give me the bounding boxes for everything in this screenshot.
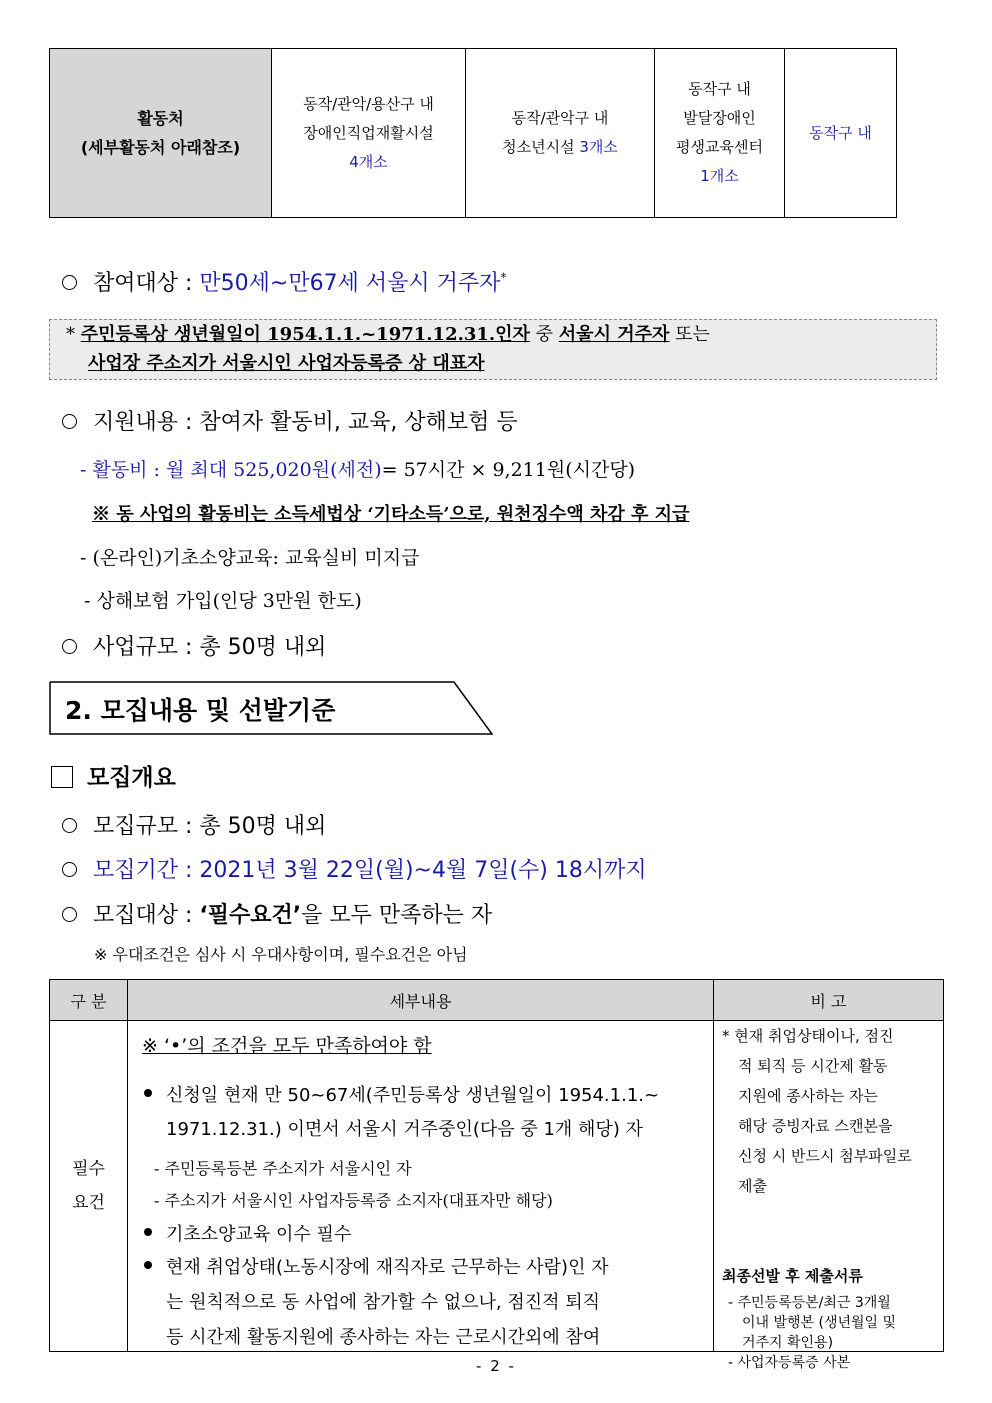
activity-cell-3-line3: 평생교육센터 — [676, 138, 763, 156]
final-doc-business-reg: - 사업자등록증 사본 — [728, 1355, 851, 1371]
requirement-item-employment — [144, 1250, 609, 1355]
note-or: 또는 — [669, 324, 710, 345]
recruit-target-highlight: ‘필수요건’ — [199, 903, 302, 928]
education-line: - (온라인)기초소양교육: 교육실비 미지급 — [80, 547, 420, 569]
tax-note: ※ 동 사업의 활동비는 소득세법상 ‘기타소득’으로, 원천징수액 차감 후 지급 — [92, 504, 690, 525]
remark-line: 신청 시 반드시 첨부파일로 — [738, 1147, 912, 1165]
activity-header-line2: (세부활동처 아래참조) — [80, 138, 241, 157]
bullet-dot-icon — [144, 1228, 152, 1236]
recruit-size: 모집규모 : 총 50명 내외 — [93, 814, 327, 839]
item-employment-line1: 현재 취업상태(노동시장에 재직자로 근무하는 사람)인 자 — [166, 1257, 609, 1278]
note-business-owner: 사업장 주소지가 서울시인 사업자등록증 상 대표자 — [88, 353, 485, 374]
remark-line: 제출 — [738, 1177, 767, 1195]
col-header-category: 구 분 — [50, 980, 128, 1021]
final-doc-resident-reg-l2: 이내 발행본 (생년월일 및 — [742, 1315, 897, 1331]
final-doc-resident-reg-l1: - 주민등록등본/최근 3개월 — [728, 1295, 891, 1311]
activity-cell-1-line1: 동작/관악/용산구 내 — [303, 94, 434, 113]
category-line2: 요건 — [72, 1193, 105, 1213]
activity-header-line1: 활동처 — [137, 109, 184, 128]
activity-fee: - 활동비 : 월 최대 525,020원(세전) — [80, 459, 382, 481]
requirement-details — [128, 1021, 714, 1352]
note-seoul-resident: 서울시 거주자 — [558, 324, 670, 345]
support-label: 지원내용 : 참여자 활동비, 교육, 상해보험 등 — [93, 410, 518, 435]
recruit-period-line — [62, 853, 647, 884]
col-header-details: 세부내용 — [128, 980, 714, 1021]
final-docs-title: 최종선발 후 제출서류 — [722, 1267, 863, 1285]
item-age-sub2: - 주소지가 서울시인 사업자등록증 소지자(대표자만 해당) — [154, 1191, 553, 1210]
requirement-item-age — [144, 1079, 659, 1147]
bullet-dot-icon — [144, 1261, 152, 1269]
note-star: * — [66, 324, 81, 345]
item-education: 기초소양교육 이수 필수 — [166, 1224, 352, 1245]
circle-bullet-icon — [62, 862, 77, 877]
bullet-dot-icon — [144, 1089, 152, 1097]
final-doc-resident-reg-l3: 거주지 확인용) — [742, 1335, 834, 1351]
remark-line: 해당 증빙자료 스캔본을 — [738, 1117, 893, 1135]
activity-cell-1 — [272, 49, 466, 218]
activity-cell-4 — [785, 49, 897, 218]
activity-cell-3 — [655, 49, 785, 218]
recruit-target-label: 모집대상 : — [93, 903, 200, 928]
participants-note — [66, 320, 710, 378]
item-age-line1: 신청일 현재 만 50~67세(주민등록상 생년월일이 1954.1.1.~ — [166, 1085, 660, 1106]
activity-cell-3-line1: 동작구 내 — [688, 80, 751, 98]
remark-employment — [722, 1021, 912, 1201]
activity-cell-2-count: 3개소 — [579, 138, 618, 156]
activity-cell-1-line2: 장애인직업재활시설 — [303, 123, 434, 142]
activity-cell-3-line2: 발달장애인 — [683, 109, 756, 127]
requirement-item-age-sub — [154, 1153, 553, 1217]
recruit-period: 모집기간 : 2021년 3월 22일(월)~4월 7일(수) 18시까지 — [93, 858, 647, 883]
activity-cell-4-line1: 동작구 내 — [809, 123, 872, 142]
requirements-table — [49, 979, 944, 1371]
circle-bullet-icon — [62, 275, 77, 290]
note-connector: 중 — [529, 324, 559, 345]
page-number: - 2 - — [476, 1357, 516, 1375]
category-line1: 필수 — [72, 1159, 105, 1179]
activity-cell-2-line2: 청소년시설 — [502, 138, 580, 156]
item-employment-line3: 등 시간제 활동지원에 종사하는 자는 근로시간외에 참여 — [166, 1327, 601, 1348]
recruit-target-rest: 을 모두 만족하는 자 — [301, 903, 493, 928]
support-line — [62, 405, 518, 436]
remark-line: * 현재 취업상태이나, 점진 — [722, 1027, 894, 1045]
activity-header-cell — [50, 49, 272, 218]
item-age-line2: 1971.12.31.) 이면서 서울시 거주중인(다음 중 1개 해당) 자 — [166, 1119, 643, 1140]
remark-line: 지원에 종사하는 자는 — [738, 1087, 878, 1105]
circle-bullet-icon — [62, 818, 77, 833]
circle-bullet-icon — [62, 639, 77, 654]
checkbox-square-icon — [51, 766, 73, 788]
overview-title: 모집개요 — [87, 765, 176, 791]
activity-cell-2-line1: 동작/관악구 내 — [511, 109, 609, 127]
condition-note: ※ ‘•’의 조건을 모두 만족하여야 함 — [142, 1035, 432, 1057]
activity-fee-calc: = 57시간 × 9,211원(시간당) — [381, 459, 636, 481]
activity-cell-1-count: 4개소 — [349, 152, 388, 171]
remark-line: 적 퇴직 등 시간제 활동 — [738, 1057, 888, 1075]
section-title: 2. 모집내용 및 선발기준 — [65, 696, 336, 725]
activity-fee-line — [80, 455, 635, 482]
item-employment-line2: 는 원칙적으로 동 사업에 참가할 수 없으나, 점진적 퇴직 — [166, 1292, 601, 1313]
participants-line — [62, 266, 506, 297]
activity-cell-3-count: 1개소 — [700, 167, 739, 185]
insurance-line: - 상해보험 가입(인당 3만원 한도) — [84, 590, 362, 612]
circle-bullet-icon — [62, 414, 77, 429]
recruit-size-line — [62, 809, 326, 840]
scale-line — [62, 630, 326, 661]
participants-value: 만50세~만67세 서울시 거주자 — [199, 271, 501, 296]
scale-label: 사업규모 : 총 50명 내외 — [93, 635, 327, 660]
requirement-item-education — [144, 1220, 351, 1246]
requirement-category — [50, 1021, 128, 1352]
requirement-remarks — [714, 1021, 944, 1371]
section-header — [49, 681, 493, 735]
participants-label: 참여대상 : — [93, 271, 200, 296]
item-age-sub1: - 주민등록등본 주소지가 서울시인 자 — [154, 1159, 412, 1178]
preference-note: ※ 우대조건은 심사 시 우대사항이며, 필수요건은 아님 — [94, 945, 468, 964]
col-header-remarks: 비 고 — [714, 980, 944, 1021]
overview-heading — [51, 759, 176, 792]
note-birth-range: 주민등록상 생년월일이 1954.1.1.~1971.12.31.인자 — [80, 324, 530, 345]
activity-cell-2 — [466, 49, 655, 218]
participants-mark: * — [500, 270, 507, 285]
recruit-target-line — [62, 898, 492, 929]
circle-bullet-icon — [62, 907, 77, 922]
activity-table — [49, 48, 897, 218]
